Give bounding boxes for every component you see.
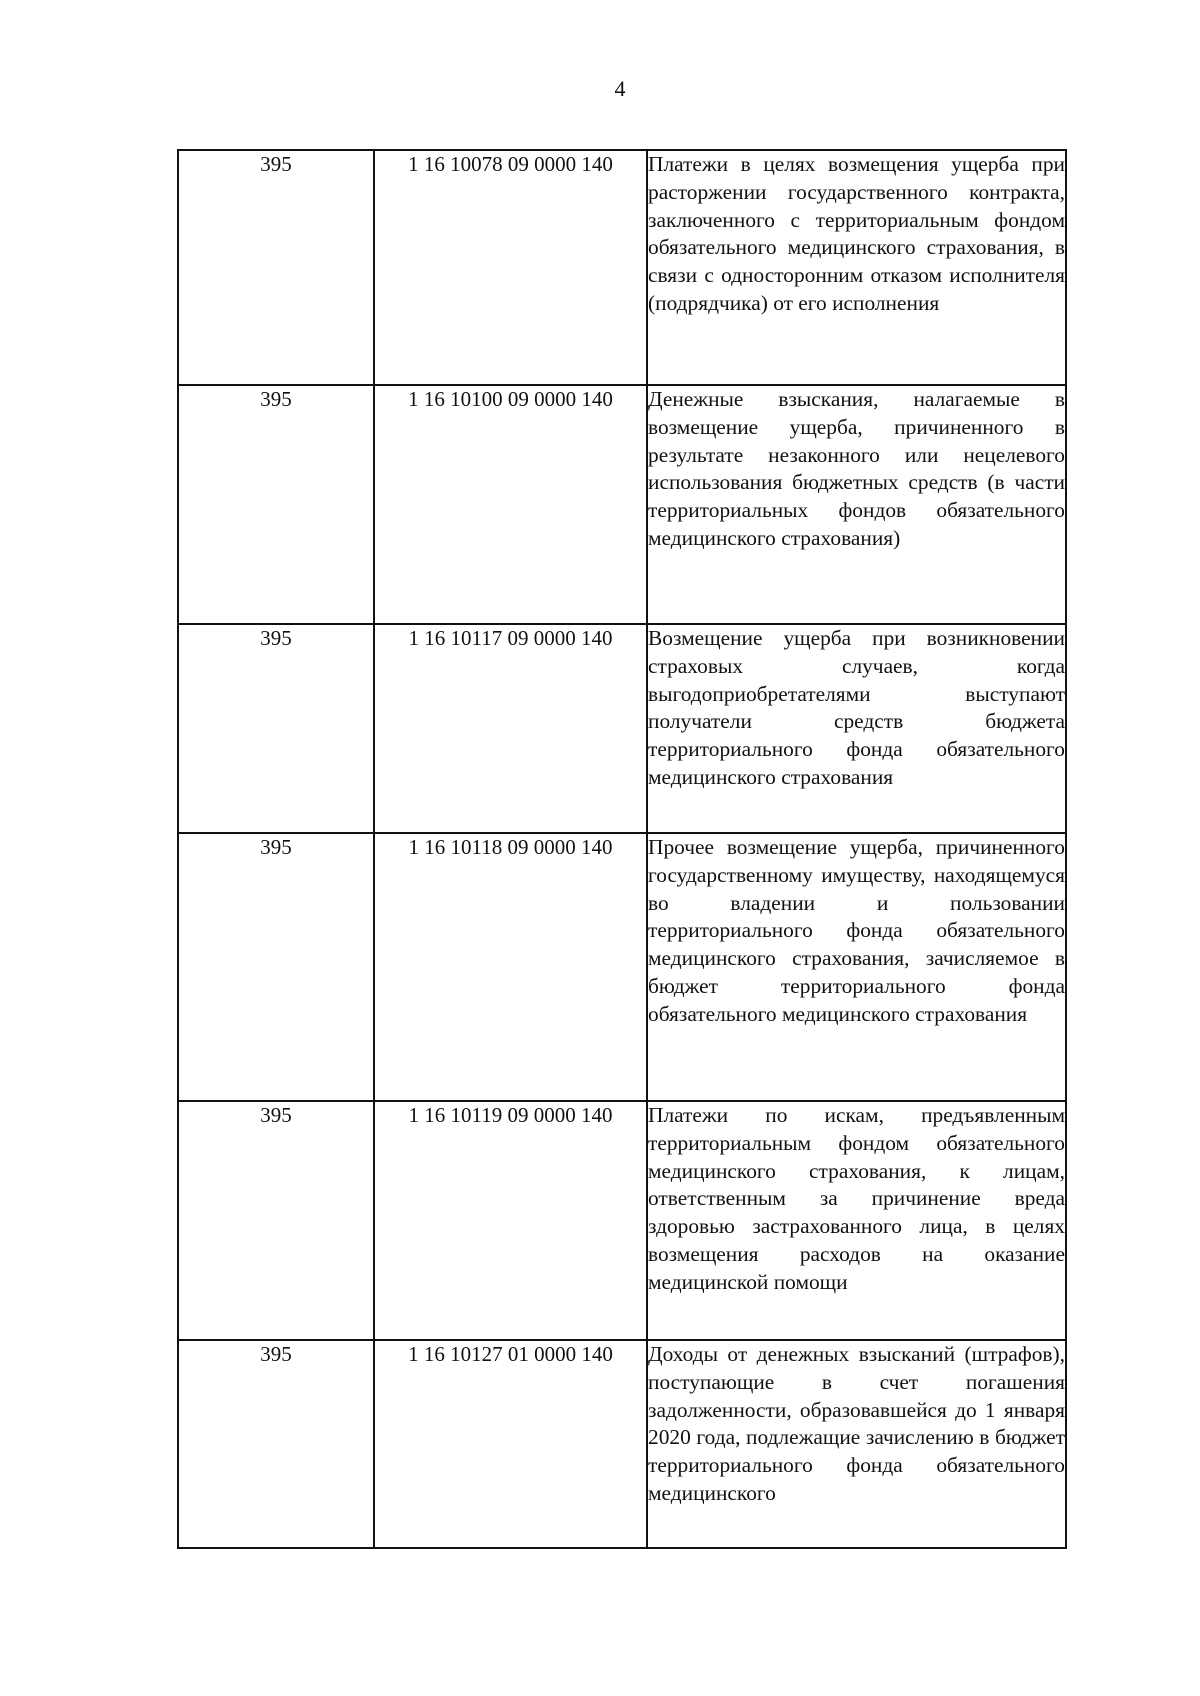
table-row: [178, 1340, 1066, 1548]
description-text: Денежные взыскания, налагаемые в возмещение ущерба, причиненного в результате незаконного или нецелевого использования бюджетных средств (в части территориальных фондов обязательного медицинского страхования): [648, 387, 1065, 550]
revenue-codes-table: [177, 149, 1067, 1549]
chapter-code-cell: 395: [178, 150, 374, 385]
page-number: 4: [614, 76, 626, 101]
table-row: [178, 150, 1066, 385]
chapter-code-cell: 395: [178, 833, 374, 1101]
chapter-code-cell: 395: [178, 624, 374, 833]
table-row: [178, 385, 1066, 624]
table-row: [178, 833, 1066, 1101]
description-cell: [647, 385, 1066, 624]
budget-code-cell: 1 16 10118 09 0000 140: [374, 833, 647, 1101]
budget-code-cell: 1 16 10127 01 0000 140: [374, 1340, 647, 1548]
description-text: Платежи в целях возмещения ущерба при расторжении государственного контракта, заключенного с территориальным фондом обязательного медицинского страхования, в связи с односторонним отказом исполнителя (подрядчика) от его исполнения: [648, 152, 1065, 315]
table-row: [178, 624, 1066, 833]
table-row: [178, 1101, 1066, 1340]
budget-code-cell: 1 16 10119 09 0000 140: [374, 1101, 647, 1340]
chapter-code-cell: 395: [178, 1101, 374, 1340]
description-text: Платежи по искам, предъявленным территориальным фондом обязательного медицинского страхования, к лицам, ответственным за причинение вреда здоровью застрахованного лица, в целях возмещения расходов на оказание медицинской помощи: [648, 1103, 1065, 1294]
description-cell: [647, 150, 1066, 385]
description-cell: [647, 1101, 1066, 1340]
description-text: Прочее возмещение ущерба, причиненного государственному имуществу, находящемуся во владении и пользовании территориального фонда обязательного медицинского страхования, зачисляемое в бюджет территориального фонда обязательного медицинского страхования: [648, 835, 1065, 1026]
description-text: Доходы от денежных взысканий (штрафов), поступающие в счет погашения задолженности, образовавшейся до 1 января 2020 года, подлежащие зачислению в бюджет территориального фонда обязательного медицинского: [648, 1342, 1065, 1505]
description-cell: [647, 833, 1066, 1101]
description-cell: [647, 1340, 1066, 1548]
chapter-code-cell: 395: [178, 1340, 374, 1548]
description-cell: [647, 624, 1066, 833]
description-text: Возмещение ущерба при возникновении страховых случаев, когда выгодоприобретателями выступают получатели средств бюджета территориального фонда обязательного медицинского страхования: [648, 626, 1065, 789]
budget-code-cell: 1 16 10100 09 0000 140: [374, 385, 647, 624]
chapter-code-cell: 395: [178, 385, 374, 624]
budget-code-cell: 1 16 10117 09 0000 140: [374, 624, 647, 833]
budget-code-cell: 1 16 10078 09 0000 140: [374, 150, 647, 385]
